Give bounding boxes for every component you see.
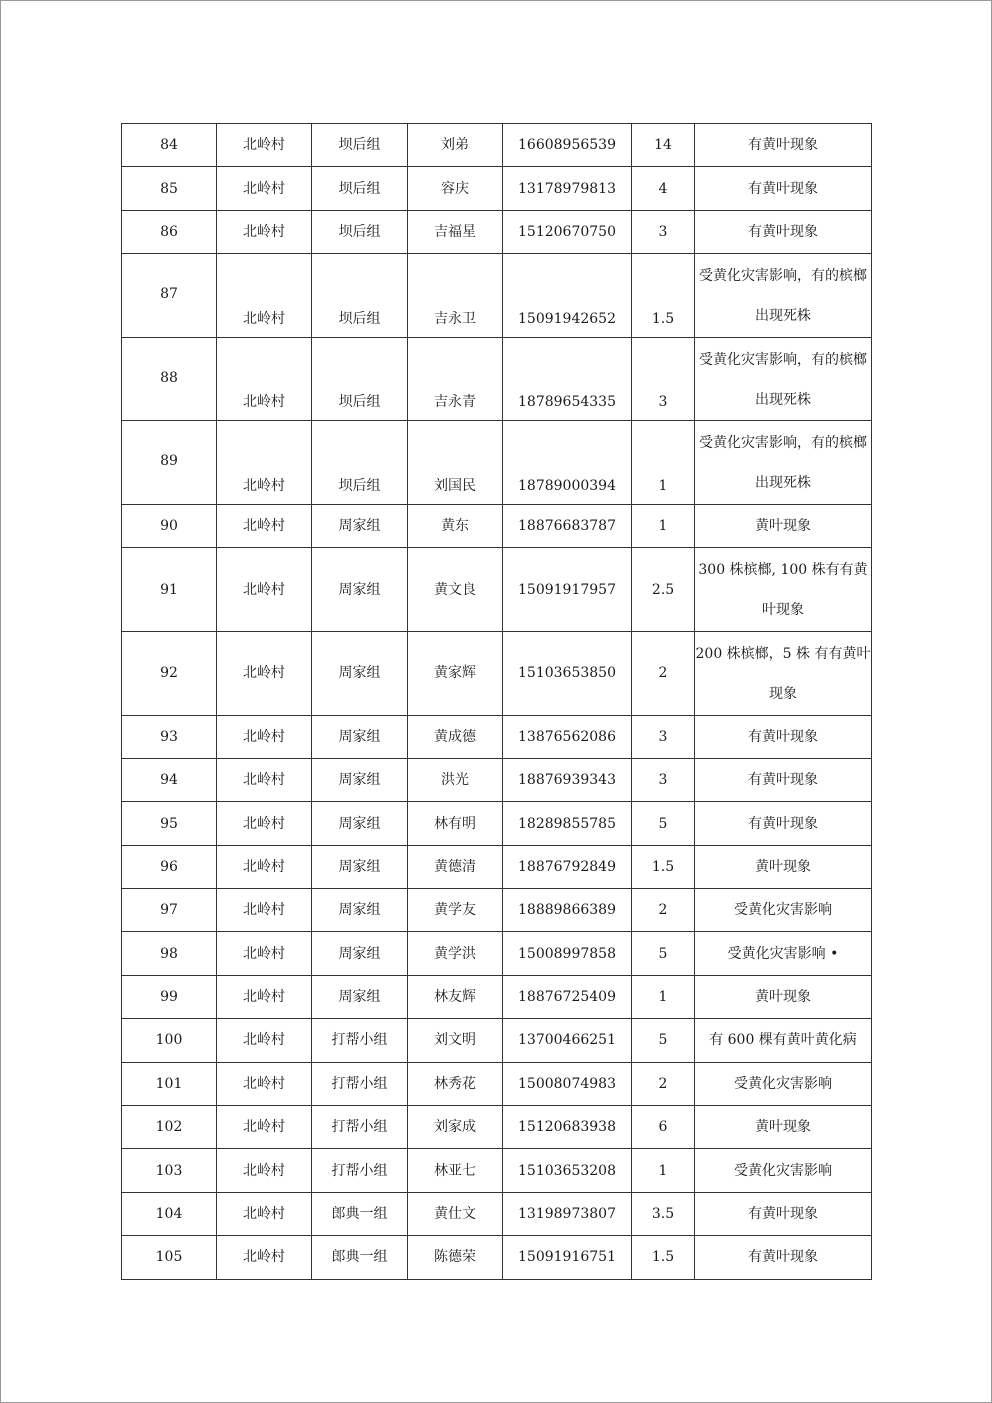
cell-farmer-name: 林亚七 <box>408 1149 503 1192</box>
cell-group: 坝后组 <box>312 421 408 505</box>
cell-farmer-name: 黄家辉 <box>408 631 503 715</box>
cell-farmer-name: 黄东 <box>408 504 503 547</box>
cell-group: 打帮小组 <box>312 1106 408 1149</box>
table-row <box>122 1106 872 1149</box>
cell-note: 受黄化灾害影响，有的槟榔出现死株 <box>695 254 872 338</box>
cell-village: 北岭村 <box>217 421 312 505</box>
table-row <box>122 1236 872 1279</box>
cell-amount: 5 <box>632 932 695 975</box>
cell-phone: 18889866389 <box>503 889 632 932</box>
cell-phone: 15103653850 <box>503 631 632 715</box>
cell-farmer-name: 黄成德 <box>408 715 503 758</box>
cell-farmer-name: 刘文明 <box>408 1019 503 1062</box>
cell-amount: 1 <box>632 504 695 547</box>
cell-amount: 5 <box>632 802 695 845</box>
cell-amount: 1 <box>632 1149 695 1192</box>
cell-note: 有黄叶现象 <box>695 758 872 801</box>
table-row <box>122 975 872 1018</box>
cell-phone: 15120670750 <box>503 210 632 253</box>
cell-farmer-name: 陈德荣 <box>408 1236 503 1279</box>
cell-row-number: 87 <box>122 254 217 338</box>
cell-amount: 1 <box>632 421 695 505</box>
cell-note: 有黄叶现象 <box>695 802 872 845</box>
cell-row-number: 101 <box>122 1062 217 1105</box>
cell-row-number: 95 <box>122 802 217 845</box>
cell-amount: 1 <box>632 975 695 1018</box>
cell-village: 北岭村 <box>217 1062 312 1105</box>
cell-row-number: 84 <box>122 124 217 167</box>
cell-note: 有黄叶现象 <box>695 210 872 253</box>
cell-row-number: 100 <box>122 1019 217 1062</box>
cell-village: 北岭村 <box>217 1106 312 1149</box>
cell-phone: 16608956539 <box>503 124 632 167</box>
cell-phone: 13876562086 <box>503 715 632 758</box>
cell-row-number: 96 <box>122 845 217 888</box>
cell-village: 北岭村 <box>217 337 312 421</box>
cell-row-number: 103 <box>122 1149 217 1192</box>
table-row <box>122 504 872 547</box>
cell-phone: 15091917957 <box>503 548 632 632</box>
cell-row-number: 85 <box>122 167 217 210</box>
cell-farmer-name: 林有明 <box>408 802 503 845</box>
cell-row-number: 99 <box>122 975 217 1018</box>
cell-note: 受黄化灾害影响 <box>695 1062 872 1105</box>
cell-phone: 15091916751 <box>503 1236 632 1279</box>
cell-amount: 2 <box>632 631 695 715</box>
cell-farmer-name: 黄德清 <box>408 845 503 888</box>
cell-group: 周家组 <box>312 715 408 758</box>
cell-group: 周家组 <box>312 548 408 632</box>
table-row <box>122 337 872 421</box>
cell-farmer-name: 吉永卫 <box>408 254 503 338</box>
cell-amount: 6 <box>632 1106 695 1149</box>
cell-village: 北岭村 <box>217 715 312 758</box>
cell-village: 北岭村 <box>217 254 312 338</box>
cell-group: 郎典一组 <box>312 1192 408 1235</box>
cell-amount: 1.5 <box>632 845 695 888</box>
cell-group: 坝后组 <box>312 124 408 167</box>
cell-note: 有黄叶现象 <box>695 124 872 167</box>
cell-amount: 4 <box>632 167 695 210</box>
cell-row-number: 94 <box>122 758 217 801</box>
cell-row-number: 98 <box>122 932 217 975</box>
cell-group: 周家组 <box>312 845 408 888</box>
table-row <box>122 1062 872 1105</box>
table-row <box>122 167 872 210</box>
cell-village: 北岭村 <box>217 1192 312 1235</box>
cell-village: 北岭村 <box>217 758 312 801</box>
cell-group: 周家组 <box>312 504 408 547</box>
cell-row-number: 89 <box>122 421 217 505</box>
cell-village: 北岭村 <box>217 210 312 253</box>
table-row <box>122 889 872 932</box>
cell-note: 受黄化灾害影响，有的槟榔出现死株 <box>695 337 872 421</box>
cell-farmer-name: 黄学洪 <box>408 932 503 975</box>
cell-amount: 3 <box>632 715 695 758</box>
cell-note: 有黄叶现象 <box>695 1236 872 1279</box>
cell-phone: 18876683787 <box>503 504 632 547</box>
cell-farmer-name: 林秀花 <box>408 1062 503 1105</box>
cell-village: 北岭村 <box>217 124 312 167</box>
table-row <box>122 631 872 715</box>
table-row <box>122 548 872 632</box>
cell-farmer-name: 洪光 <box>408 758 503 801</box>
cell-amount: 3 <box>632 758 695 801</box>
cell-phone: 18876939343 <box>503 758 632 801</box>
cell-group: 打帮小组 <box>312 1019 408 1062</box>
cell-group: 坝后组 <box>312 167 408 210</box>
cell-row-number: 86 <box>122 210 217 253</box>
cell-note: 受黄化灾害影响 • <box>695 932 872 975</box>
cell-phone: 13178979813 <box>503 167 632 210</box>
table-row <box>122 210 872 253</box>
cell-village: 北岭村 <box>217 889 312 932</box>
cell-amount: 3 <box>632 210 695 253</box>
cell-row-number: 105 <box>122 1236 217 1279</box>
table-row <box>122 1192 872 1235</box>
cell-note: 受黄化灾害影响 <box>695 1149 872 1192</box>
cell-phone: 15103653208 <box>503 1149 632 1192</box>
cell-village: 北岭村 <box>217 802 312 845</box>
cell-note: 受黄化灾害影响 <box>695 889 872 932</box>
cell-group: 周家组 <box>312 631 408 715</box>
cell-amount: 2 <box>632 1062 695 1105</box>
cell-amount: 2 <box>632 889 695 932</box>
cell-group: 坝后组 <box>312 337 408 421</box>
cell-group: 坝后组 <box>312 254 408 338</box>
cell-village: 北岭村 <box>217 548 312 632</box>
cell-amount: 5 <box>632 1019 695 1062</box>
cell-village: 北岭村 <box>217 1019 312 1062</box>
cell-note: 有 600 棵有黄叶黄化病 <box>695 1019 872 1062</box>
cell-farmer-name: 容庆 <box>408 167 503 210</box>
cell-group: 坝后组 <box>312 210 408 253</box>
cell-note: 200 株槟榔，5 株 有有黄叶现象 <box>695 631 872 715</box>
cell-row-number: 90 <box>122 504 217 547</box>
cell-phone: 15008074983 <box>503 1062 632 1105</box>
table-row <box>122 421 872 505</box>
cell-farmer-name: 黄文良 <box>408 548 503 632</box>
cell-amount: 3.5 <box>632 1192 695 1235</box>
cell-village: 北岭村 <box>217 1149 312 1192</box>
cell-row-number: 88 <box>122 337 217 421</box>
cell-village: 北岭村 <box>217 167 312 210</box>
cell-group: 周家组 <box>312 932 408 975</box>
cell-village: 北岭村 <box>217 975 312 1018</box>
cell-amount: 1.5 <box>632 1236 695 1279</box>
cell-village: 北岭村 <box>217 932 312 975</box>
cell-group: 周家组 <box>312 889 408 932</box>
cell-phone: 18789000394 <box>503 421 632 505</box>
cell-group: 周家组 <box>312 975 408 1018</box>
cell-note: 有黄叶现象 <box>695 715 872 758</box>
cell-amount: 3 <box>632 337 695 421</box>
cell-phone: 18876792849 <box>503 845 632 888</box>
cell-note: 黄叶现象 <box>695 504 872 547</box>
table-row <box>122 932 872 975</box>
cell-row-number: 97 <box>122 889 217 932</box>
cell-farmer-name: 黄学友 <box>408 889 503 932</box>
cell-group: 打帮小组 <box>312 1149 408 1192</box>
cell-phone: 15008997858 <box>503 932 632 975</box>
table-row <box>122 715 872 758</box>
cell-amount: 1.5 <box>632 254 695 338</box>
cell-phone: 15091942652 <box>503 254 632 338</box>
cell-farmer-name: 刘家成 <box>408 1106 503 1149</box>
cell-note: 黄叶现象 <box>695 975 872 1018</box>
cell-row-number: 104 <box>122 1192 217 1235</box>
cell-amount: 2.5 <box>632 548 695 632</box>
cell-phone: 18789654335 <box>503 337 632 421</box>
cell-group: 郎典一组 <box>312 1236 408 1279</box>
table-row <box>122 1149 872 1192</box>
cell-phone: 18289855785 <box>503 802 632 845</box>
cell-row-number: 91 <box>122 548 217 632</box>
cell-village: 北岭村 <box>217 631 312 715</box>
cell-row-number: 102 <box>122 1106 217 1149</box>
cell-group: 周家组 <box>312 802 408 845</box>
table-row <box>122 845 872 888</box>
cell-note: 黄叶现象 <box>695 1106 872 1149</box>
cell-phone: 18876725409 <box>503 975 632 1018</box>
table-row <box>122 758 872 801</box>
cell-farmer-name: 黄仕文 <box>408 1192 503 1235</box>
farmer-roster-table <box>121 123 872 1280</box>
cell-phone: 13700466251 <box>503 1019 632 1062</box>
table-row <box>122 802 872 845</box>
cell-phone: 15120683938 <box>503 1106 632 1149</box>
cell-village: 北岭村 <box>217 845 312 888</box>
cell-farmer-name: 吉福星 <box>408 210 503 253</box>
table-body <box>122 124 872 1280</box>
cell-note: 黄叶现象 <box>695 845 872 888</box>
cell-note: 有黄叶现象 <box>695 167 872 210</box>
table-row <box>122 254 872 338</box>
cell-amount: 14 <box>632 124 695 167</box>
cell-group: 打帮小组 <box>312 1062 408 1105</box>
cell-note: 300 株槟榔, 100 株有有黄叶现象 <box>695 548 872 632</box>
cell-phone: 13198973807 <box>503 1192 632 1235</box>
cell-note: 受黄化灾害影响，有的槟榔出现死株 <box>695 421 872 505</box>
cell-farmer-name: 林友辉 <box>408 975 503 1018</box>
cell-village: 北岭村 <box>217 1236 312 1279</box>
cell-group: 周家组 <box>312 758 408 801</box>
table-row <box>122 1019 872 1062</box>
cell-village: 北岭村 <box>217 504 312 547</box>
cell-row-number: 93 <box>122 715 217 758</box>
cell-farmer-name: 刘国民 <box>408 421 503 505</box>
table-row <box>122 124 872 167</box>
cell-farmer-name: 刘弟 <box>408 124 503 167</box>
cell-farmer-name: 吉永青 <box>408 337 503 421</box>
cell-row-number: 92 <box>122 631 217 715</box>
cell-note: 有黄叶现象 <box>695 1192 872 1235</box>
